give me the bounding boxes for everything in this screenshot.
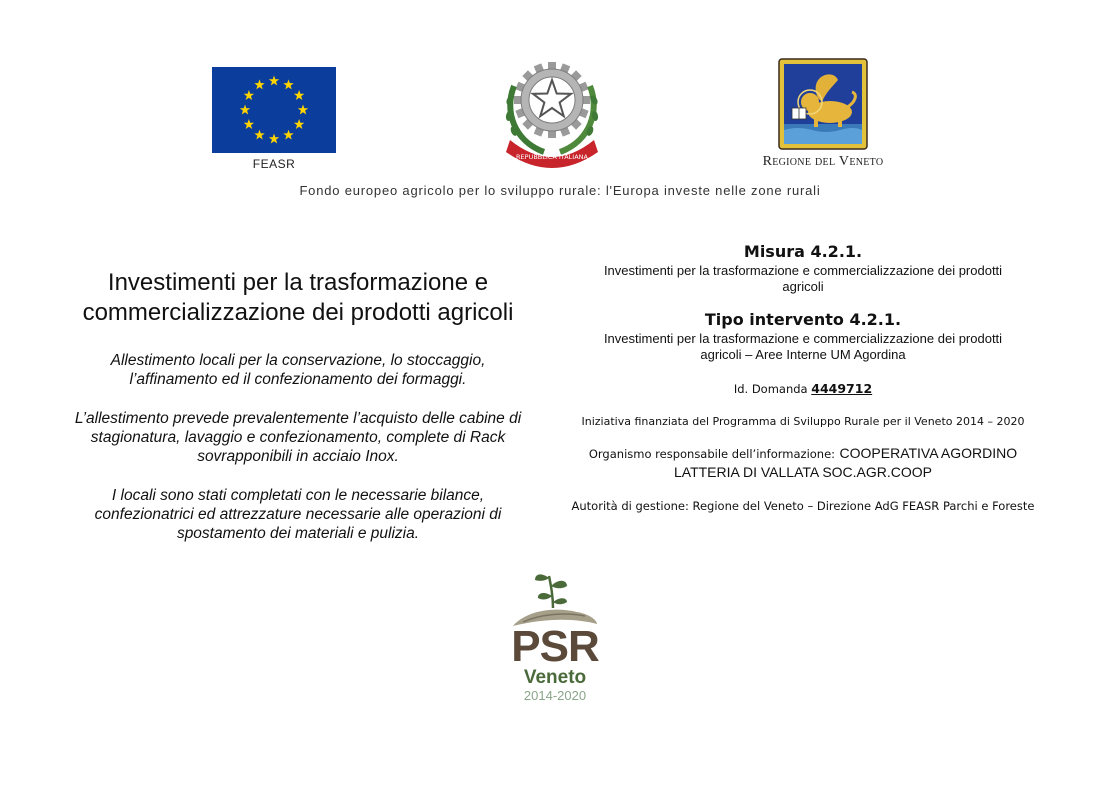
measure-description: [548, 263, 1058, 295]
eu-flag-icon: [212, 67, 336, 153]
managing-authority: Autorità di gestione: Regione del Veneto – Direzione AdG FEASR Parchi e Foreste: [571, 499, 1035, 513]
lion-of-saint-mark-icon: [778, 58, 868, 150]
application-id-label: Id. Domanda: [733, 382, 808, 396]
italian-emblem-icon: [500, 56, 604, 168]
paragraph-3-line-2: confezionatrici ed attrezzature necessarie alle operazioni di: [94, 506, 502, 523]
paragraph-3-line-3: spostamento dei materiali e pulizia.: [176, 525, 420, 542]
paragraph-2-line-2: stagionatura, lavaggio e confezionamento, complete di Rack: [90, 429, 506, 446]
intervention-line-1: Investimenti per la trasformazione e commercializzazione dei prodotti: [603, 331, 1003, 346]
emblem-ribbon-text: REPUBBLICA ITALIANA: [516, 153, 588, 161]
application-id-number: 4449712: [811, 381, 873, 396]
paragraph-2-line-1: L’allestimento prevede prevalentemente l’acquisto delle cabine di: [74, 410, 522, 427]
fund-tagline: Fondo europeo agricolo per lo sviluppo rurale: l'Europa investe nelle zone rurali: [299, 183, 821, 198]
intervention-type-description: [548, 331, 1058, 363]
description-paragraph-1: [48, 351, 548, 389]
responsible-org-name-1: COOPERATIVA AGORDINO: [839, 445, 1018, 461]
funding-details: [548, 241, 1058, 514]
intervention-line-2: agricoli – Aree Interne UM Agordina: [700, 347, 906, 362]
intervention-type-heading: Tipo intervento 4.2.1.: [704, 310, 902, 329]
paragraph-2-line-3: sovrapponibili in acciaio Inox.: [197, 448, 399, 465]
psr-wordmark: PSR: [511, 622, 599, 671]
paragraph-3-line-1: I locali sono stati completati con le necessarie bilance,: [111, 487, 485, 504]
responsible-org-name-2: LATTERIA DI VALLATA SOC.AGR.COOP: [673, 464, 933, 480]
initiative-statement: Iniziativa finanziata del Programma di Sviluppo Rurale per il Veneto 2014 – 2020: [581, 415, 1025, 428]
project-title-line-2: commercializzazione dei prodotti agricoli: [82, 299, 514, 326]
regione-veneto-label: Regione del Veneto: [762, 154, 884, 169]
regione-veneto-logo: [748, 58, 898, 174]
project-title: [48, 268, 548, 328]
responsible-label: Organismo responsabile dell’informazione:: [588, 447, 836, 461]
paragraph-1-line-1: Allestimento locali per la conservazione, lo stoccaggio,: [110, 352, 486, 369]
paragraph-1-line-2: l’affinamento ed il confezionamento dei formaggi.: [129, 371, 467, 388]
measure-line-2: agricoli: [782, 279, 824, 294]
responsible-organization: [548, 445, 1058, 481]
project-description: [48, 268, 548, 543]
psr-region-label: Veneto: [523, 667, 587, 688]
eu-feasr-logo: [212, 67, 336, 173]
psr-veneto-logo: [505, 568, 605, 708]
application-id: [548, 381, 1058, 397]
eu-logo-label: FEASR: [252, 157, 296, 171]
measure-line-1: Investimenti per la trasformazione e commercializzazione dei prodotti: [603, 263, 1003, 278]
measure-heading: Misura 4.2.1.: [743, 242, 863, 261]
description-paragraph-2: [48, 409, 548, 466]
italian-republic-emblem: [500, 56, 604, 168]
psr-years-label: 2014-2020: [523, 688, 587, 703]
project-title-line-1: Investimenti per la trasformazione e: [107, 269, 489, 296]
description-paragraph-3: [48, 486, 548, 543]
